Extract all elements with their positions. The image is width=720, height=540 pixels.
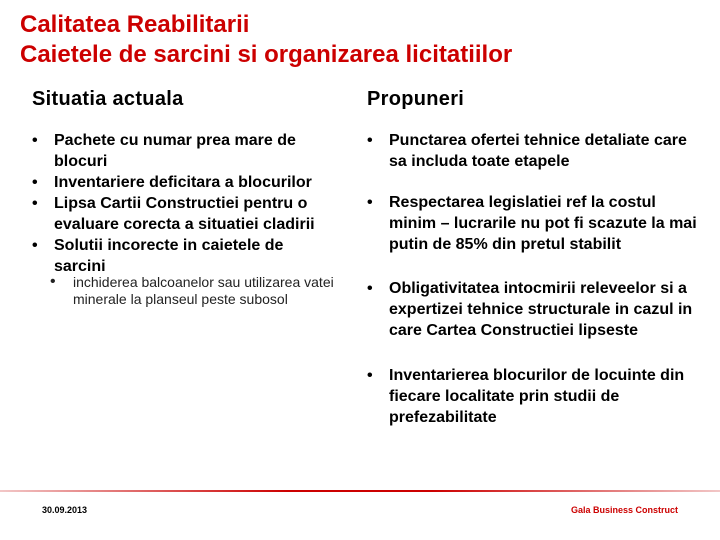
bullet-icon: • (50, 273, 56, 290)
list-item (32, 130, 332, 172)
right-column-heading: Propuneri (367, 88, 465, 110)
footer-date: 30.09.2013 (42, 505, 88, 515)
title-line-2: Caietele de sarcini si organizarea licitatiilor (20, 41, 513, 68)
bullet-text: Respectarea legislatiei ref la costul minim – lucrarile nu pot fi scazute la mai putin de 85% din pretul stabilit (389, 194, 697, 253)
bullet-icon: • (367, 367, 373, 384)
list-item (367, 365, 702, 428)
list-item (32, 172, 332, 193)
footer-company-name: Gala Business Construct (570, 505, 678, 515)
bullet-text: Punctarea ofertei tehnice detaliate care sa includa toate etapele (389, 132, 687, 170)
slide-title (20, 10, 512, 70)
bullet-text: Inventarierea blocurilor de locuinte din fiecare localitate prin studii de prefezabilitate (389, 367, 685, 426)
list-item (50, 274, 350, 308)
bullet-icon: • (32, 195, 38, 212)
bullet-text: Lipsa Cartii Constructiei pentru o evaluare corecta a situatiei cladirii (54, 195, 315, 233)
title-line-1: Calitatea Reabilitarii (20, 11, 250, 38)
bullet-icon: • (367, 194, 373, 211)
left-bullet-list (32, 130, 332, 277)
sub-bullet-text: inchiderea balcoanelor sau utilizarea vatei minerale la planseul peste subosol (73, 274, 334, 307)
list-item (367, 278, 702, 341)
bullet-text: Solutii incorecte in caietele de sarcini (54, 237, 284, 275)
list-item (32, 193, 332, 235)
bullet-text: Pachete cu numar prea mare de blocuri (54, 132, 296, 170)
left-column-heading: Situatia actuala (32, 88, 184, 110)
footer-divider (0, 490, 720, 492)
bullet-text: Obligativitatea intocmirii releveelor si a expertizei tehnice structurale in cazul in care Cartea Constructiei lipseste (389, 280, 693, 339)
list-item (367, 130, 702, 172)
left-sub-bullet-list (50, 274, 350, 308)
bullet-icon: • (32, 174, 38, 191)
bullet-icon: • (367, 132, 373, 149)
right-bullet-list (367, 130, 702, 450)
bullet-icon: • (32, 132, 38, 149)
list-item (367, 192, 702, 255)
bullet-icon: • (32, 237, 38, 254)
bullet-text: Inventariere deficitara a blocurilor (54, 174, 312, 191)
list-item (32, 235, 332, 277)
bullet-icon: • (367, 280, 373, 297)
